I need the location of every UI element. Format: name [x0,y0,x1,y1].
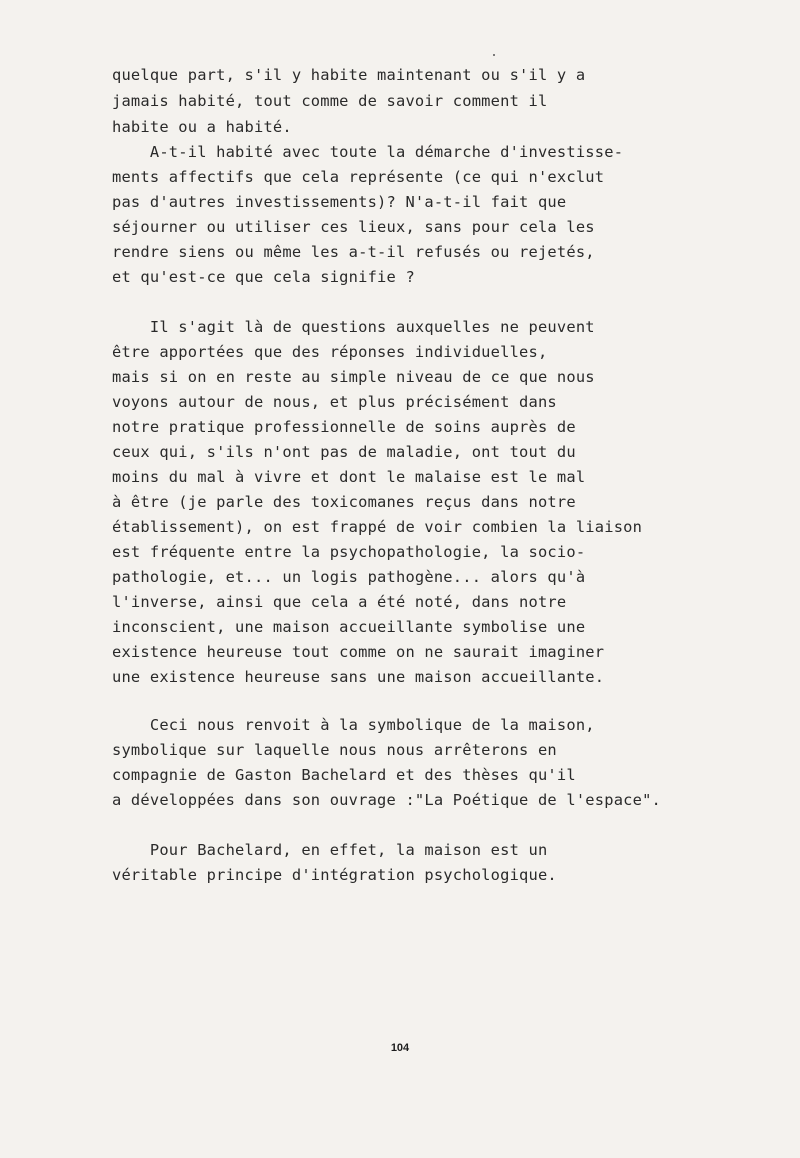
text-line: symbolique sur laquelle nous nous arrêterons en [112,741,557,759]
text-line: A-t-il habité avec toute la démarche d'investisse- [112,143,624,161]
text-line: habite ou a habité. [112,118,292,136]
text-line: pathologie, et... un logis pathogène... alors qu'à [112,568,586,586]
text-line: ceux qui, s'ils n'ont pas de maladie, ont tout du [112,443,576,461]
text-line: inconscient, une maison accueillante symbolise une [112,618,586,636]
text-line: Il s'agit là de questions auxquelles ne peuvent [112,318,595,336]
text-line: véritable principe d'intégration psychologique. [112,866,557,884]
text-line: voyons autour de nous, et plus précisément dans [112,393,557,411]
text-line: et qu'est-ce que cela signifie ? [112,268,415,286]
paper-speck [493,54,495,56]
text-line: compagnie de Gaston Bachelard et des thèses qu'il [112,766,576,784]
text-line: pas d'autres investissements)? N'a-t-il fait que [112,193,567,211]
text-line: Ceci nous renvoit à la symbolique de la maison, [112,716,595,734]
text-line: mais si on en reste au simple niveau de ce que nous [112,368,595,386]
text-line: notre pratique professionnelle de soins auprès de [112,418,576,436]
text-line: une existence heureuse sans une maison accueillante. [112,668,605,686]
text-line: existence heureuse tout comme on ne saurait imaginer [112,643,605,661]
page-number: 104 [390,1042,410,1054]
text-line: moins du mal à vivre et dont le malaise est le mal [112,468,586,486]
text-line: l'inverse, ainsi que cela a été noté, dans notre [112,593,567,611]
text-line: a développées dans son ouvrage :"La Poétique de l'espace". [112,791,662,809]
text-line: séjourner ou utiliser ces lieux, sans pour cela les [112,218,595,236]
text-line: jamais habité, tout comme de savoir comment il [112,92,548,110]
text-line: quelque part, s'il y habite maintenant ou s'il y a [112,66,586,84]
text-line: être apportées que des réponses individuelles, [112,343,548,361]
text-line: Pour Bachelard, en effet, la maison est un [112,841,548,859]
text-line: à être (je parle des toxicomanes reçus dans notre [112,493,576,511]
text-line: rendre siens ou même les a-t-il refusés ou rejetés, [112,243,595,261]
text-line: ments affectifs que cela représente (ce qui n'exclut [112,168,605,186]
text-line: est fréquente entre la psychopathologie, la socio- [112,543,586,561]
text-line: établissement), on est frappé de voir combien la liaison [112,518,643,536]
